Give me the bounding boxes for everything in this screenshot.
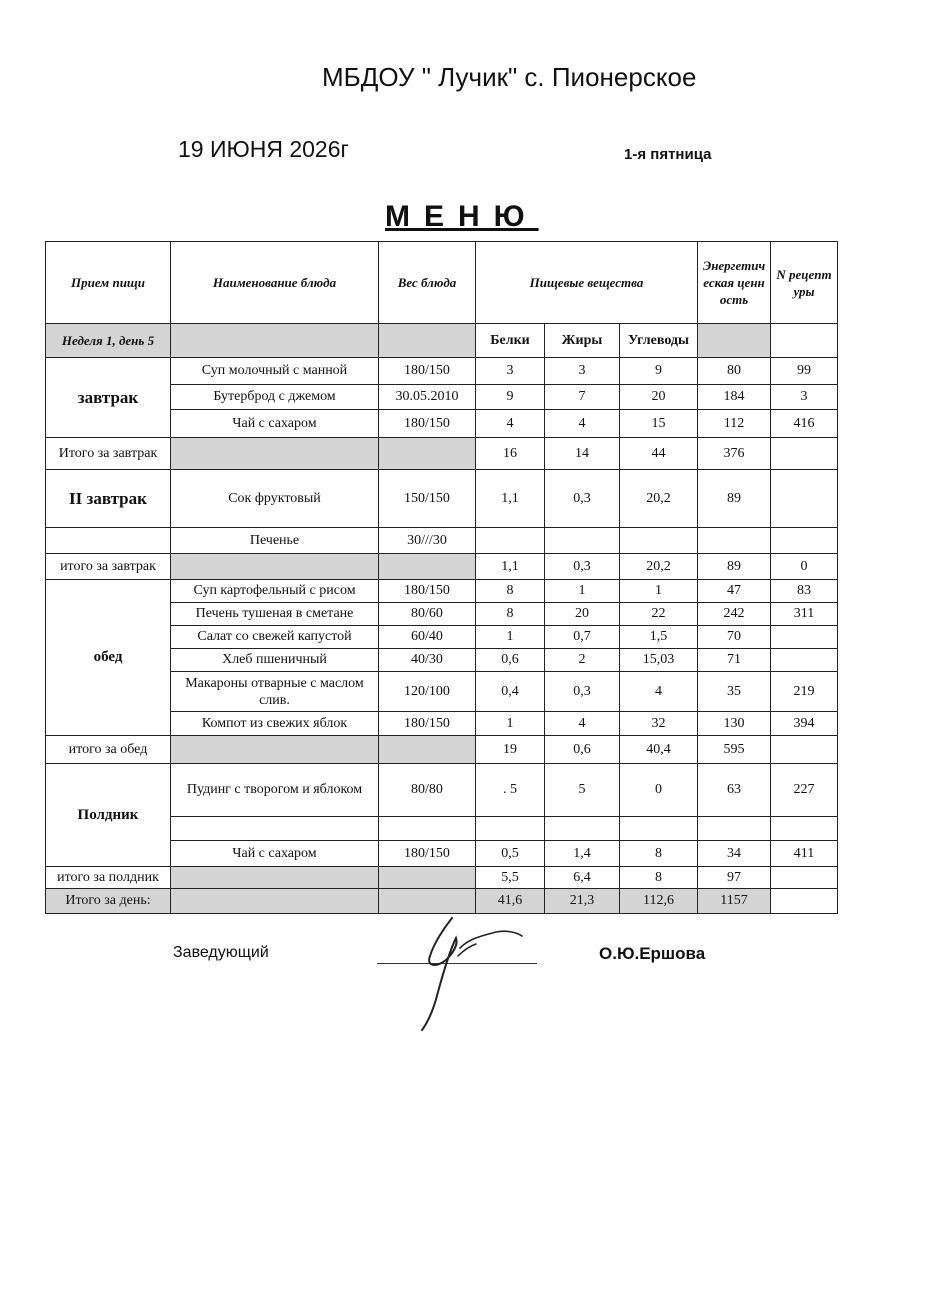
dish-weight: 150/150 xyxy=(379,470,476,528)
carbs-value: 0 xyxy=(620,764,698,817)
energy-total: 97 xyxy=(698,867,771,889)
carbs-value: 32 xyxy=(620,712,698,736)
total-row xyxy=(46,736,838,764)
total-label: итого за завтрак xyxy=(46,554,171,580)
dish-weight: 180/150 xyxy=(379,580,476,603)
carbs-value: 20 xyxy=(620,385,698,410)
protein-total: 16 xyxy=(476,438,545,470)
menu-date: 19 ИЮНЯ 2026г xyxy=(178,136,349,162)
recipe-number xyxy=(771,626,838,649)
dish-weight: 180/150 xyxy=(379,841,476,867)
protein-value: 1 xyxy=(476,626,545,649)
protein-value: 4 xyxy=(476,410,545,438)
table-row xyxy=(46,528,838,554)
protein-value: 9 xyxy=(476,385,545,410)
energy-value: 112 xyxy=(698,410,771,438)
fat-value: 1 xyxy=(545,580,620,603)
protein-value: . 5 xyxy=(476,764,545,817)
col-energy-header: Энергетическая ценность xyxy=(698,242,771,324)
menu-day: 1-я пятница xyxy=(624,146,712,163)
page-title: МЕНЮ xyxy=(385,200,539,233)
col-meal-header: Прием пищи xyxy=(46,242,171,324)
dish-name: Бутерброд с джемом xyxy=(171,385,379,410)
total-row xyxy=(46,867,838,889)
total-row xyxy=(46,554,838,580)
energy-value: 80 xyxy=(698,358,771,385)
carbs-value: 8 xyxy=(620,841,698,867)
dish-name: Суп молочный с манной xyxy=(171,358,379,385)
energy-total: 1157 xyxy=(698,889,771,914)
fat-value: 4 xyxy=(545,410,620,438)
dish-weight: 180/150 xyxy=(379,712,476,736)
fat-total: 14 xyxy=(545,438,620,470)
total-label: итого за полдник xyxy=(46,867,171,889)
fat-value: 1,4 xyxy=(545,841,620,867)
recipe-number xyxy=(771,649,838,672)
recipe-number: 311 xyxy=(771,603,838,626)
carbs-total: 8 xyxy=(620,867,698,889)
dish-name: Сок фруктовый xyxy=(171,470,379,528)
fat-total: 0,6 xyxy=(545,736,620,764)
energy-value: 34 xyxy=(698,841,771,867)
fat-value: 5 xyxy=(545,764,620,817)
energy-value: 35 xyxy=(698,672,771,712)
protein-value: 0,4 xyxy=(476,672,545,712)
fat-total: 0,3 xyxy=(545,554,620,580)
dish-weight: 180/150 xyxy=(379,358,476,385)
total-label: Итого за день: xyxy=(46,889,171,914)
dish-name: Печенье xyxy=(171,528,379,554)
dish-name: Чай с сахаром xyxy=(171,841,379,867)
recipe-number: 99 xyxy=(771,358,838,385)
menu-table xyxy=(45,241,838,914)
table-row xyxy=(46,764,838,817)
fat-value: 4 xyxy=(545,712,620,736)
dish-name: Пудинг с творогом и яблоком xyxy=(171,764,379,817)
protein-header: Белки xyxy=(476,324,545,358)
dish-name: Хлеб пшеничный xyxy=(171,649,379,672)
table-row xyxy=(46,470,838,528)
carbs-value: 22 xyxy=(620,603,698,626)
meal-lunch: обед xyxy=(46,580,171,736)
table-row xyxy=(46,580,838,603)
dish-name: Салат со свежей капустой xyxy=(171,626,379,649)
dish-weight: 120/100 xyxy=(379,672,476,712)
dish-name: Макароны отварные с маслом слив. xyxy=(171,672,379,712)
handwritten-signature xyxy=(400,908,530,1038)
recipe-total: 0 xyxy=(771,554,838,580)
col-recipe-header: N рецептуры xyxy=(771,242,838,324)
protein-value: 0,5 xyxy=(476,841,545,867)
total-row xyxy=(46,438,838,470)
week-label: Неделя 1, день 5 xyxy=(46,324,171,358)
protein-value: 1 xyxy=(476,712,545,736)
protein-value: 0,6 xyxy=(476,649,545,672)
recipe-number: 3 xyxy=(771,385,838,410)
dish-weight: 80/80 xyxy=(379,764,476,817)
energy-total: 595 xyxy=(698,736,771,764)
energy-value: 63 xyxy=(698,764,771,817)
carbs-total: 20,2 xyxy=(620,554,698,580)
fat-value: 0,3 xyxy=(545,470,620,528)
dish-weight: 80/60 xyxy=(379,603,476,626)
dish-weight: 30///30 xyxy=(379,528,476,554)
recipe-number: 227 xyxy=(771,764,838,817)
protein-value: 8 xyxy=(476,603,545,626)
energy-value: 71 xyxy=(698,649,771,672)
col-nutrients-header: Пищевые вещества xyxy=(476,242,698,324)
recipe-number xyxy=(771,470,838,528)
carbs-total: 44 xyxy=(620,438,698,470)
total-label: Итого за завтрак xyxy=(46,438,171,470)
energy-value: 89 xyxy=(698,470,771,528)
header-row xyxy=(46,242,838,324)
dish-weight: 180/150 xyxy=(379,410,476,438)
dish-weight: 40/30 xyxy=(379,649,476,672)
recipe-number: 394 xyxy=(771,712,838,736)
carbs-value: 4 xyxy=(620,672,698,712)
fat-value: 2 xyxy=(545,649,620,672)
energy-total: 89 xyxy=(698,554,771,580)
carbs-total: 40,4 xyxy=(620,736,698,764)
fat-value: 0,3 xyxy=(545,672,620,712)
carbs-value: 15,03 xyxy=(620,649,698,672)
recipe-number: 411 xyxy=(771,841,838,867)
carbs-total: 112,6 xyxy=(620,889,698,914)
protein-value: 3 xyxy=(476,358,545,385)
table-row xyxy=(46,358,838,385)
fat-value: 20 xyxy=(545,603,620,626)
fat-header: Жиры xyxy=(545,324,620,358)
protein-total: 5,5 xyxy=(476,867,545,889)
meal-snack: Полдник xyxy=(46,764,171,867)
energy-value: 130 xyxy=(698,712,771,736)
recipe-number: 219 xyxy=(771,672,838,712)
meal-second-breakfast: II завтрак xyxy=(46,470,171,528)
dish-name: Печень тушеная в сметане xyxy=(171,603,379,626)
recipe-number: 416 xyxy=(771,410,838,438)
carbs-value: 9 xyxy=(620,358,698,385)
fat-total: 6,4 xyxy=(545,867,620,889)
energy-value: 47 xyxy=(698,580,771,603)
fat-value: 0,7 xyxy=(545,626,620,649)
dish-name: Чай с сахаром xyxy=(171,410,379,438)
signatory-name: О.Ю.Ершова xyxy=(599,944,706,963)
carbs-value: 20,2 xyxy=(620,470,698,528)
fat-total: 21,3 xyxy=(545,889,620,914)
protein-value: 8 xyxy=(476,580,545,603)
signatory-role: Заведующий xyxy=(173,944,269,961)
organization-name: МБДОУ " Лучик" с. Пионерское xyxy=(322,62,697,92)
energy-value: 184 xyxy=(698,385,771,410)
dish-name: Суп картофельный с рисом xyxy=(171,580,379,603)
protein-total: 19 xyxy=(476,736,545,764)
carbs-value: 1 xyxy=(620,580,698,603)
dish-name: Компот из свежих яблок xyxy=(171,712,379,736)
total-label: итого за обед xyxy=(46,736,171,764)
fat-value: 3 xyxy=(545,358,620,385)
recipe-number: 83 xyxy=(771,580,838,603)
col-dish-header: Наименование блюда xyxy=(171,242,379,324)
meal-breakfast: завтрак xyxy=(46,358,171,438)
protein-total: 1,1 xyxy=(476,554,545,580)
carbs-header: Углеводы xyxy=(620,324,698,358)
col-weight-header: Вес блюда xyxy=(379,242,476,324)
energy-value: 242 xyxy=(698,603,771,626)
fat-value: 7 xyxy=(545,385,620,410)
carbs-value: 1,5 xyxy=(620,626,698,649)
protein-total: 41,6 xyxy=(476,889,545,914)
protein-value: 1,1 xyxy=(476,470,545,528)
energy-value: 70 xyxy=(698,626,771,649)
carbs-value: 15 xyxy=(620,410,698,438)
energy-total: 376 xyxy=(698,438,771,470)
week-row xyxy=(46,324,838,358)
dish-weight: 60/40 xyxy=(379,626,476,649)
dish-weight: 30.05.2010 xyxy=(379,385,476,410)
